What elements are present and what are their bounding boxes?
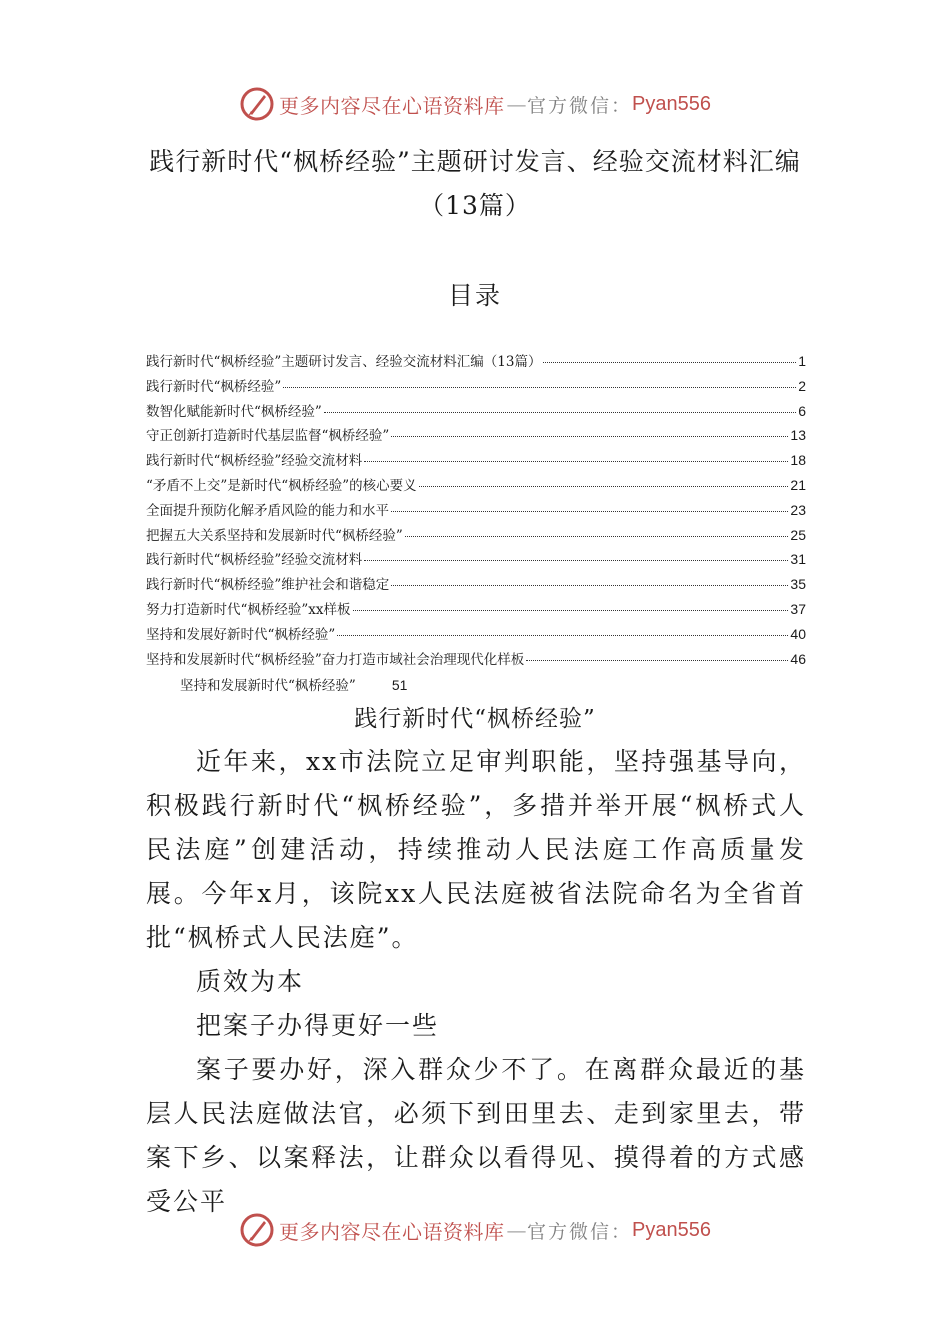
toc-entry[interactable] — [146, 350, 806, 375]
toc-entry-page: 46 — [790, 650, 806, 667]
toc-leader-dots — [391, 585, 788, 586]
banner-wechat-id: Pyan556 — [632, 92, 711, 115]
toc-entry-title: 坚持和发展新时代“枫桥经验”奋力打造市域社会治理现代化样板 — [146, 651, 525, 668]
toc-entry-title: 践行新时代“枫桥经验”维护社会和谐稳定 — [146, 577, 390, 594]
toc-leader-dots — [353, 610, 789, 611]
toc-entry-page: 23 — [790, 501, 806, 518]
section-subheading: 把案子办得更好一些 — [196, 1011, 440, 1040]
body-paragraph: 近年来，xx市法院立足审判职能，坚持强基导向，积极践行新时代“枫桥经验”，多措并举开展“枫桥式人民法庭”创建活动，持续推动人民法庭工作高质量发展。今年x月，该院xx人民法庭被省法院命名为全省首批“枫桥式人民法庭”。 — [146, 747, 806, 952]
toc-entry-title: 践行新时代“枫桥经验” — [146, 378, 282, 395]
banner-wechat-id: Pyan556 — [632, 1218, 711, 1241]
toc-entry-extra[interactable] — [180, 674, 407, 694]
toc-entry[interactable] — [146, 648, 806, 673]
footer-watermark-banner — [0, 1210, 950, 1250]
toc-entry[interactable] — [146, 524, 806, 549]
banner-text: 更多内容尽在心语资料库 — [279, 93, 505, 118]
quill-pen-circle-icon — [239, 1212, 275, 1248]
toc-entry-page: 51 — [391, 677, 408, 693]
toc-entry-title: 坚持和发展新时代“枫桥经验” — [180, 678, 356, 694]
toc-leader-dots — [324, 412, 796, 413]
toc-leader-dots — [364, 461, 788, 462]
toc-entry-page: 21 — [790, 476, 806, 493]
toc-entry-title: “矛盾不上交”是新时代“枫桥经验”的核心要义 — [146, 477, 417, 494]
article-body — [146, 740, 806, 1224]
toc-entry[interactable] — [146, 499, 806, 524]
toc-heading: 目录 — [447, 281, 502, 310]
article-title: 践行新时代“枫桥经验” — [354, 706, 596, 732]
toc-entry-page: 13 — [790, 427, 806, 444]
banner-label: 官方微信： — [527, 1220, 633, 1243]
toc-entry-page: 37 — [790, 600, 806, 617]
toc-entry[interactable] — [146, 573, 806, 598]
toc-entry[interactable] — [146, 400, 806, 425]
banner-separator: — — [506, 92, 527, 116]
quill-pen-circle-icon — [239, 86, 275, 122]
toc-entry[interactable] — [146, 424, 806, 449]
toc-entry-page: 25 — [790, 526, 806, 543]
banner-separator: — — [506, 1218, 527, 1242]
toc-entry-page: 1 — [798, 353, 806, 369]
toc-leader-dots — [526, 660, 788, 661]
header-watermark-banner — [0, 84, 950, 124]
toc-entry-title: 坚持和发展好新时代“枫桥经验” — [146, 626, 336, 643]
toc-leader-dots — [283, 387, 796, 388]
document-title: 践行新时代“枫桥经验”主题研讨发言、经验交流材料汇编（13篇） — [149, 147, 801, 220]
section-heading: 质效为本 — [196, 967, 305, 996]
toc-entry[interactable] — [146, 598, 806, 623]
toc-entry-page: 35 — [790, 576, 806, 593]
toc-leader-dots — [337, 635, 788, 636]
toc-entry-title: 践行新时代“枫桥经验”主题研讨发言、经验交流材料汇编（13篇） — [146, 354, 542, 370]
toc-entry-page: 40 — [790, 625, 806, 642]
toc-entry[interactable] — [146, 474, 806, 499]
toc-entry[interactable] — [146, 375, 806, 400]
toc-entry-title: 全面提升预防化解矛盾风险的能力和水平 — [146, 502, 389, 519]
toc-leader-dots — [543, 362, 796, 363]
table-of-contents — [146, 350, 806, 672]
toc-leader-dots — [419, 486, 789, 487]
toc-entry[interactable] — [146, 623, 806, 648]
banner-text: 更多内容尽在心语资料库 — [279, 1219, 505, 1244]
toc-entry-page: 31 — [790, 551, 806, 568]
toc-entry[interactable] — [146, 548, 806, 573]
body-paragraph: 案子要办好，深入群众少不了。在离群众最近的基层人民法庭做法官，必须下到田里去、走到家里去，带案下乡、以案释法，让群众以看得见、摸得着的方式感受公平 — [146, 1055, 806, 1216]
toc-leader-dots — [391, 436, 788, 437]
toc-leader-dots — [405, 536, 789, 537]
banner-label: 官方微信： — [527, 94, 633, 117]
toc-entry-title: 努力打造新时代“枫桥经验”xx样板 — [146, 601, 351, 618]
toc-leader-dots — [391, 511, 788, 512]
toc-entry-page: 6 — [798, 402, 806, 419]
toc-entry-title: 数智化赋能新时代“枫桥经验” — [146, 403, 322, 420]
toc-entry-page: 18 — [790, 452, 806, 469]
toc-entry-page: 2 — [798, 377, 806, 394]
toc-entry[interactable] — [146, 449, 806, 474]
toc-leader-dots — [364, 560, 788, 561]
toc-entry-title: 践行新时代“枫桥经验”经验交流材料 — [146, 552, 363, 569]
toc-entry-title: 践行新时代“枫桥经验”经验交流材料 — [146, 453, 363, 470]
toc-entry-title: 把握五大关系坚持和发展新时代“枫桥经验” — [146, 527, 403, 544]
toc-entry-title: 守正创新打造新时代基层监督“枫桥经验” — [146, 428, 390, 445]
